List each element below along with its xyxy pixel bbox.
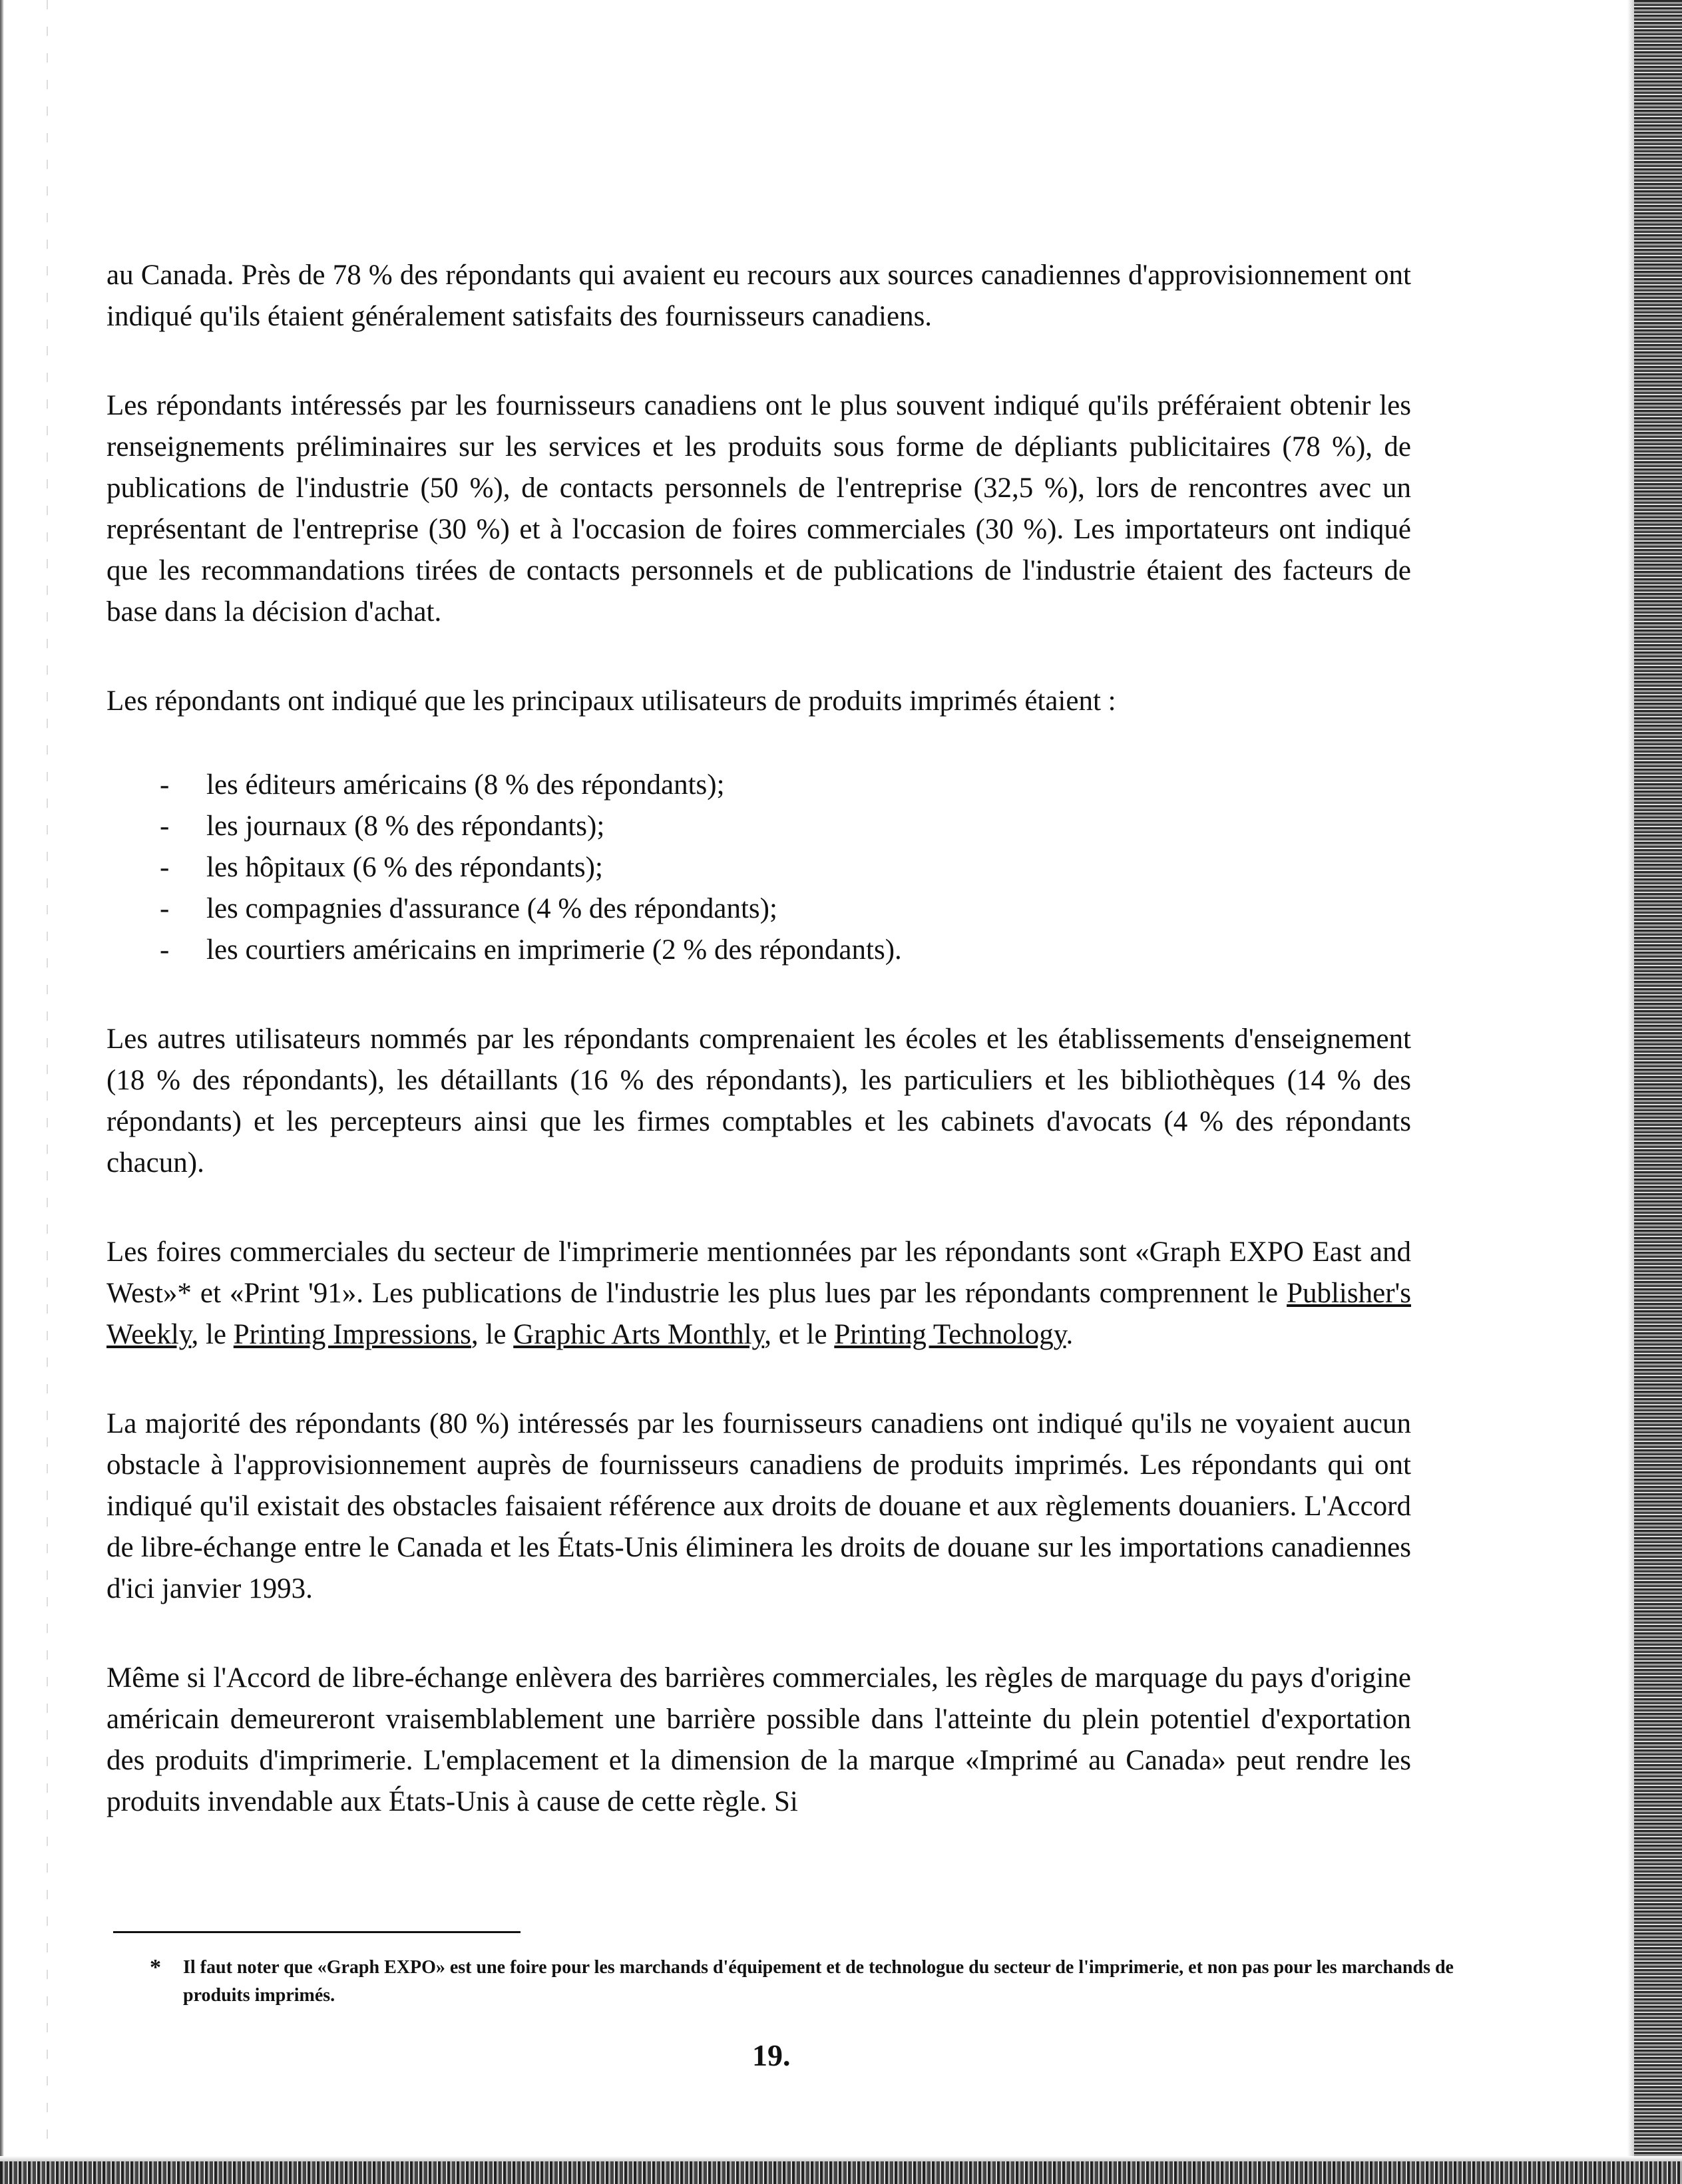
list-item bbox=[160, 806, 1411, 847]
trade-shows-intro: Les foires commerciales du secteur de l'imprimerie mentionnées par les répondants sont «Graph EXPO East and West»* et «Print '91». Les publications de l'industrie les plus lues par les répondants comprennent le bbox=[106, 1236, 1411, 1309]
publication-graphic-arts-monthly: Graphic Arts Monthly bbox=[513, 1319, 765, 1350]
paragraph-free-trade: Même si l'Accord de libre-échange enlèvera des barrières commerciales, les règles de marquage du pays d'origine américain demeureront vraisemblablement une barrière possible dans l'atteinte du plein potentiel d'exportation des produits d'imprimerie. L'emplacement et la dimension de la marque «Imprimé au Canada» peut rendre les produits invendable aux États-Unis à cause de cette règle. Si bbox=[106, 1662, 1411, 1817]
list-item-text: les compagnies d'assurance (4 % des répondants); bbox=[206, 893, 777, 924]
paragraph-satisfaction: au Canada. Près de 78 % des répondants qui avaient eu recours aux sources canadiennes d'approvisionnement ont indiqué qu'ils étaient généralement satisfaits des fournisseurs canadiens. bbox=[106, 260, 1411, 332]
footnote-divider bbox=[113, 1931, 521, 1933]
list-item-text: les courtiers américains en imprimerie (2 % des répondants). bbox=[206, 934, 902, 966]
users-list bbox=[106, 765, 1411, 971]
bullet-dash: - bbox=[160, 893, 170, 924]
separator: , le bbox=[191, 1319, 234, 1350]
scan-edge-left-inner bbox=[47, 0, 48, 2184]
paragraph-users-intro: Les répondants ont indiqué que les principaux utilisateurs de produits imprimés étaient : bbox=[106, 685, 1116, 717]
scan-edge-bottom-shade bbox=[0, 2156, 1682, 2161]
footnote-marker: * bbox=[150, 1955, 161, 1980]
bullet-dash: - bbox=[160, 769, 170, 801]
paragraph-preferences: Les répondants intéressés par les fournisseurs canadiens ont le plus souvent indiqué qu'ils préféraient obtenir les renseignements préliminaires sur les services et les produits sous forme de dépliants publicitaires (78 %), de publications de l'industrie (50 %), de contacts personnels de l'entreprise (32,5 %), lors de rencontres avec un représentant de l'entreprise (30 %) et à l'occasion de foires commerciales (30 %). Les importateurs ont indiqué que les recommandations tirées de contacts personnels et de publications de l'industrie étaient des facteurs de base dans la décision d'achat. bbox=[106, 390, 1411, 628]
publication-printing-impressions: Printing Impressions bbox=[233, 1319, 471, 1350]
paragraph-obstacles: La majorité des répondants (80 %) intéressés par les fournisseurs canadiens ont indiqué qu'ils ne voyaient aucun obstacle à l'approvisionnement auprès de fournisseurs canadiens de produits imprimés. Les répondants qui ont indiqué qu'il existait des obstacles faisaient référence aux droits de douane et aux règlements douaniers. L'Accord de libre-échange entre le Canada et les États-Unis éliminera les droits de douane sur les importations canadiennes d'ici janvier 1993. bbox=[106, 1408, 1411, 1604]
list-item bbox=[160, 847, 1411, 888]
scan-edge-right-shade bbox=[1627, 0, 1634, 2184]
separator: , le bbox=[471, 1319, 514, 1350]
footnote-text: Il faut noter que «Graph EXPO» est une foire pour les marchands d'équipement et de technologue du secteur de l'imprimerie, et non pas pour les marchands de produits imprimés. bbox=[183, 1957, 1454, 2006]
scan-edge-bottom bbox=[0, 2161, 1682, 2184]
scan-edge-left bbox=[0, 0, 4, 2184]
list-item bbox=[160, 930, 1411, 971]
page-number: 19. bbox=[752, 2038, 791, 2072]
footnote bbox=[150, 1954, 1468, 2010]
page-body bbox=[106, 255, 1411, 1871]
publication-publishers-weekly: Publisher's Weekly bbox=[106, 1278, 1411, 1350]
paragraph-other-users: Les autres utilisateurs nommés par les répondants comprenaient les écoles et les établissements d'enseignement (18 % des répondants), les détaillants (16 % des répondants), les particuliers et les bibliothèques (14 % des répondants) et les percepteurs ainsi que les firmes comptables et les cabinets d'avocats (4 % des répondants chacun). bbox=[106, 1023, 1411, 1179]
list-item bbox=[160, 765, 1411, 806]
scan-edge-right bbox=[1634, 0, 1682, 2184]
paragraph-end: . bbox=[1066, 1319, 1074, 1350]
bullet-dash: - bbox=[160, 852, 170, 883]
list-item bbox=[160, 888, 1411, 930]
bullet-dash: - bbox=[160, 934, 170, 966]
list-item-text: les journaux (8 % des répondants); bbox=[206, 811, 605, 842]
paragraph-trade-shows bbox=[106, 1232, 1411, 1356]
list-item-text: les éditeurs américains (8 % des répondants); bbox=[206, 769, 725, 801]
publication-printing-technology: Printing Technology bbox=[834, 1319, 1066, 1350]
bullet-dash: - bbox=[160, 811, 170, 842]
list-item-text: les hôpitaux (6 % des répondants); bbox=[206, 852, 603, 883]
separator: , et le bbox=[764, 1319, 835, 1350]
